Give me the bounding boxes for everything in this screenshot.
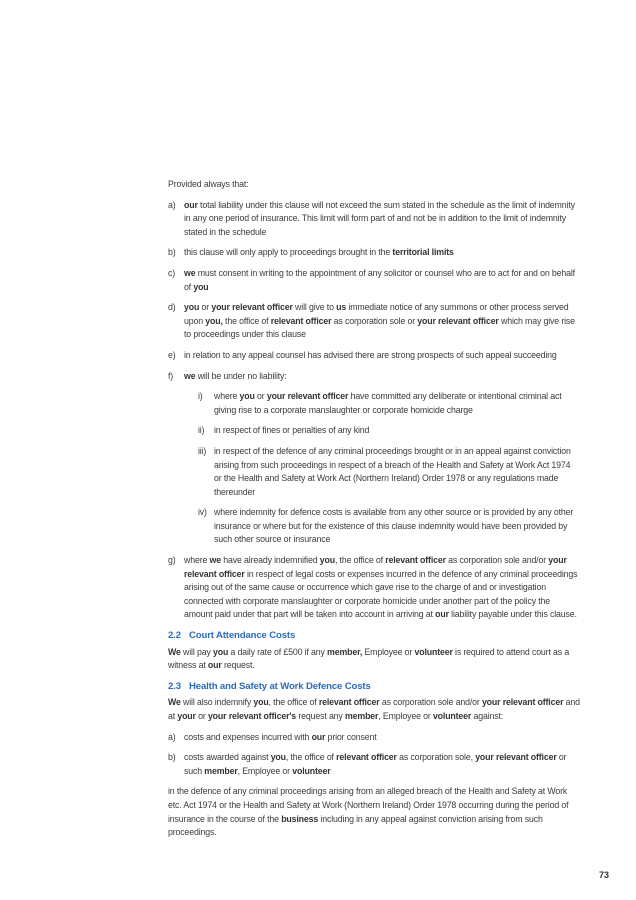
list-marker: ii) [198, 425, 205, 436]
list-marker: b) [168, 752, 176, 763]
list-marker: c) [168, 267, 176, 278]
page-number: 73 [599, 870, 610, 880]
list-text: where you or your relevant officer have committed any deliberate or intentional criminal act giving rise to a corporate manslaughter or corporate homicide charge [214, 391, 562, 415]
list-item-b [168, 246, 580, 260]
list-text: in relation to any appeal counsel has advised there are strong prospects of such appeal succeeding [184, 349, 557, 360]
list-marker: e) [168, 349, 176, 360]
section-body-2-2: We will pay you a daily rate of £500 if any member, Employee or volunteer is required to attend court as a witness at our request. [168, 646, 570, 671]
list-marker: b) [168, 247, 176, 258]
list-marker: iv) [198, 507, 207, 518]
list-text: our total liability under this clause will not exceed the sum stated in the schedule as the limit of indemnity in any one period of insurance. This limit will form part of and not be in addition to the limit of indemnity stated in the schedule [184, 199, 575, 237]
list-text: costs and expenses incurred with our prior consent [184, 731, 377, 742]
closing-paragraph: in the defence of any criminal proceedings arising from an alleged breach of the Health and Safety at Work etc. Act 1974 or the Health and Safety at Work (Northern Ireland) Order 1978 occurring during the period of insurance in the course of the business including in any appeal against conviction arising from such proceedings. [168, 786, 569, 838]
sublist-item-ii [198, 424, 580, 438]
sublist-item-iv [198, 506, 580, 547]
intro-text: Provided always that: [168, 179, 249, 189]
list-text: we will be under no liability: [184, 370, 287, 381]
section-title: Health and Safety at Work Defence Costs [189, 680, 371, 692]
list-item-e [168, 349, 580, 363]
section-title: Court Attendance Costs [189, 630, 296, 642]
list-item-a [168, 199, 580, 240]
sublist-item-i [198, 390, 580, 417]
list-marker: g) [168, 555, 176, 566]
list-text: where we have already indemnified you, the office of relevant officer as corporation sole and/or your relevant officer in respect of legal costs or expenses incurred in the defence of any criminal proceedings arising out of the same cause or occurrence which gave rise to the charge of and or investigation connected with corporate manslaughter or corporate homicide under another part of the policy the amount paid under that part will be taken into account in arriving at our liability payable under this clause. [184, 555, 578, 620]
list-item-f [168, 370, 580, 384]
list-marker: i) [198, 391, 203, 402]
sublist-item-iii [198, 445, 580, 499]
page-content [168, 178, 580, 847]
section-number: 2.3 [168, 680, 181, 692]
list-text: we must consent in writing to the appointment of any solicitor or counsel who are to act for and on behalf of you [184, 267, 575, 292]
list-text: where indemnity for defence costs is available from any other source or is provided by any other insurance or where but for the existence of this clause indemnity would have been provided by such other source or insurance [214, 507, 574, 545]
list-item-g [168, 554, 580, 622]
section-heading-2-2 [168, 629, 580, 643]
section-heading-2-3 [168, 680, 580, 694]
list-text: costs awarded against you, the office of relevant officer as corporation sole, your relevant officer or such member, Employee or volunteer [184, 752, 567, 776]
list-text: in respect of fines or penalties of any kind [214, 425, 370, 436]
list-marker: a) [168, 731, 176, 742]
list-item-d [168, 301, 580, 342]
list-text: you or your relevant officer will give to us immediate notice of any summons or other process served upon you, the office of relevant officer as corporation sole or your relevant officer which may give rise to proceedings under this clause [184, 302, 575, 340]
defence-list-item-b [168, 751, 580, 778]
list-marker: a) [168, 199, 176, 210]
defence-list-item-a [168, 731, 580, 745]
section-number: 2.2 [168, 630, 181, 642]
list-text: this clause will only apply to proceedings brought in the territorial limits [184, 247, 454, 258]
list-marker: d) [168, 302, 176, 313]
list-marker: iii) [198, 445, 207, 456]
list-marker: f) [168, 370, 174, 381]
list-text: in respect of the defence of any criminal proceedings brought or in an appeal against conviction arising from such proceedings in respect of a breach of the Health and Safety at Work Act 1974 or the Health and Safety at Work Act (Northern Ireland) Order 1978 or any regulations made thereunder [214, 445, 571, 497]
section-body-2-3: We will also indemnify you, the office of relevant officer as corporation sole and/or your relevant officer and at your or your relevant officer's request any member, Employee or volunteer against: [168, 697, 580, 721]
list-item-c [168, 267, 580, 294]
